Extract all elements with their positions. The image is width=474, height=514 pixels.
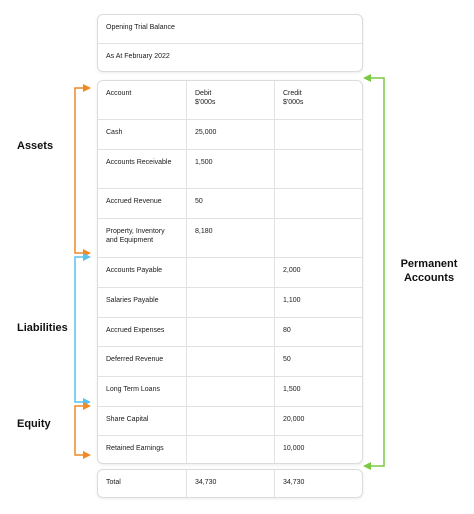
liabilities-label: Liabilities [17,322,68,334]
credit-value: 1,500 [275,377,363,407]
arrow-icon [83,451,91,459]
debit-value: 25,000 [187,120,275,150]
total-label: Total [98,470,187,497]
column-header-debit: Debit $'000s [187,81,275,120]
assets-label: Assets [17,140,54,152]
debit-value: 1,500 [187,150,275,189]
debit-value: 50 [187,189,275,219]
account-name: Accrued Expenses [98,318,187,347]
account-name: Share Capital [98,407,187,436]
arrow-icon [363,462,371,470]
statement-title: Opening Trial Balance [98,15,362,44]
debit-value: 8,180 [187,219,275,258]
arrow-icon [83,84,91,92]
equity-label: Equity [17,418,51,430]
credit-value: 50 [275,347,363,377]
permanent-accounts-label: Permanent Accounts [400,258,458,284]
account-name: Deferred Revenue [98,347,187,377]
total-credit: 34,730 [283,479,305,486]
assets-bracket [75,84,91,257]
column-header-account: Account [98,81,187,120]
account-name: Cash [98,120,187,150]
column-header-credit: Credit $'000s [275,81,363,120]
account-name: Retained Earnings [98,436,187,464]
credit-value: 80 [275,318,363,347]
liabilities-bracket [75,253,91,406]
credit-value: 10,000 [283,445,305,452]
account-name: Accounts Receivable [98,150,187,189]
account-name: Accounts Payable [98,258,187,288]
account-name: Salaries Payable [98,288,187,318]
total-debit: 34,730 [187,470,275,497]
account-name: Long Term Loans [98,377,187,407]
credit-value: 1,100 [275,288,363,318]
credit-value: 20,000 [275,407,363,436]
credit-value: 2,000 [275,258,363,288]
statement-date: As At February 2022 [106,53,170,60]
equity-bracket [75,402,91,459]
account-name: Property, Inventory and Equipment [98,219,187,258]
permanent-accounts-bracket [363,74,384,470]
account-name: Accrued Revenue [98,189,187,219]
arrow-icon [363,74,371,82]
